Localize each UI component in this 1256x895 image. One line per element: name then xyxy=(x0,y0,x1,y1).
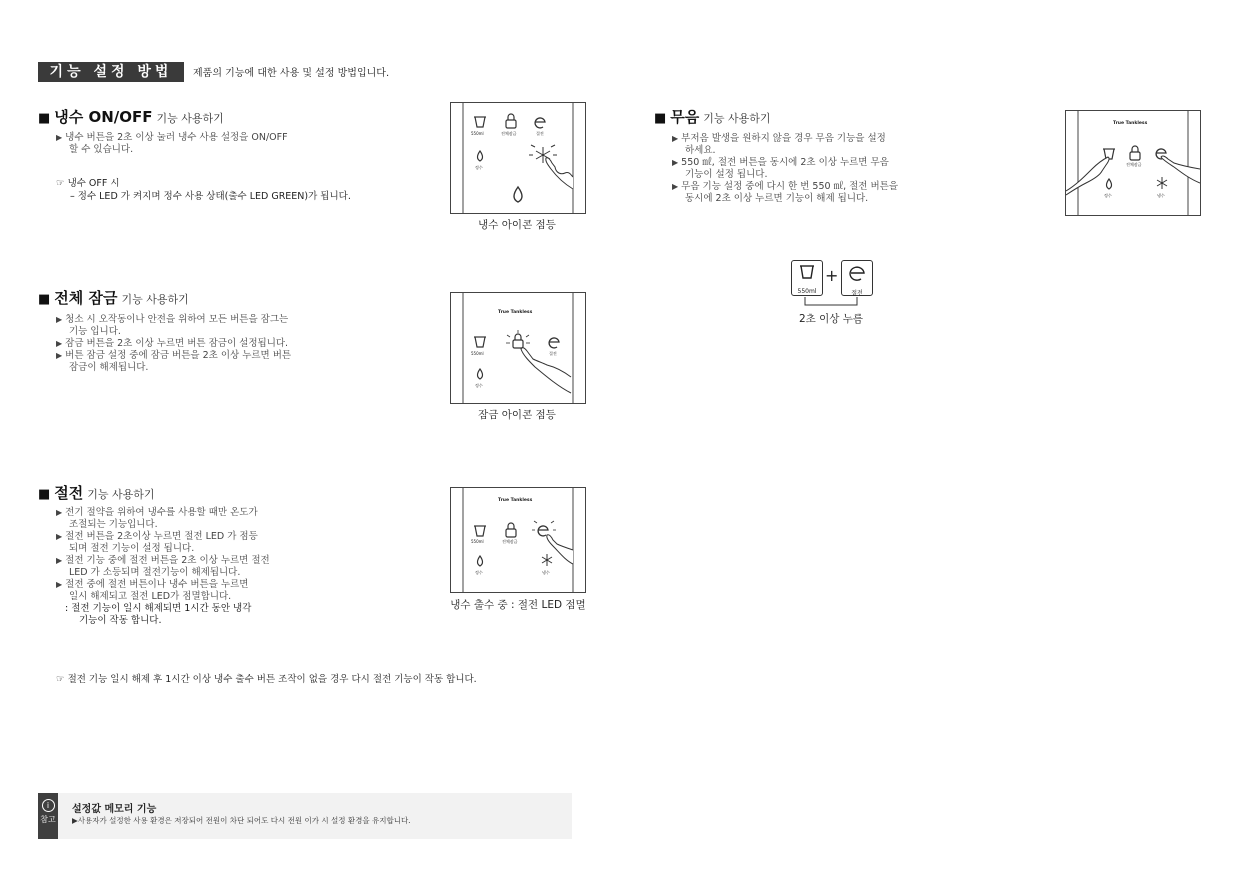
panel-label-lock: 전체잠금 xyxy=(502,539,518,544)
note-icon: ☞ xyxy=(56,674,65,685)
panel-label-lock: 전체잠금 xyxy=(1126,162,1142,167)
panel-label-cup: 550ml xyxy=(471,539,484,544)
bullet-icon: ▶ xyxy=(56,556,63,565)
note-icon: ☞ xyxy=(56,178,65,189)
square-icon: ■ xyxy=(38,487,51,502)
section-title-mute: ■ 무음 기능 사용하기 xyxy=(654,108,771,126)
bullet-item: ▶ 절전 중에 절전 버튼이나 냉수 버튼을 누르면 일시 해제되고 절전 LED가 점멸합니다. xyxy=(56,579,249,602)
info-icon: i xyxy=(42,799,55,812)
reference-badge: i 참고 xyxy=(38,793,58,839)
section-title-cold: ■ 냉수 ON/OFF 기능 사용하기 xyxy=(38,108,224,126)
bullet-icon: ▶ xyxy=(56,532,63,541)
reference-title: 설정값 메모리 기능 xyxy=(72,804,157,815)
square-icon: ■ xyxy=(38,111,51,126)
bullet-item: ▶ 잠금 버튼을 2초 이상 누르면 버튼 잠금이 설정됩니다. xyxy=(56,338,289,349)
panel-brand: True Tankless xyxy=(498,498,533,503)
page-title: 기능 설정 방법 xyxy=(38,62,184,82)
bullet-item: ▶ 절전 기능 중에 절전 버튼을 2초 이상 누르면 절전 LED 가 소등되며 절전기능이 해제됩니다. xyxy=(56,555,270,578)
bullet-icon: ▶ xyxy=(672,158,679,167)
panel-label-water: 정수 xyxy=(475,383,483,388)
save-sub-note: : 절전 기능이 일시 해제되면 1시간 동안 냉각 기능이 작동 합니다. xyxy=(65,603,252,626)
square-icon: ■ xyxy=(654,111,667,126)
bullet-icon: ▶ xyxy=(56,508,63,517)
panel-illustration-lock xyxy=(450,292,586,404)
caption-save: 냉수 출수 중 : 절전 LED 점멸 xyxy=(450,599,586,611)
panel-illustration-cold xyxy=(450,102,586,214)
bullet-item: ▶ 냉수 버튼을 2초 이상 눌러 냉수 사용 설정을 ON/OFF 할 수 있습니다. xyxy=(56,132,288,155)
panel-illustration-mute xyxy=(1065,110,1201,216)
panel-label-water: 정수 xyxy=(1104,193,1112,198)
panel-label-save: 절전 xyxy=(536,131,544,136)
combo-cup-button xyxy=(791,260,823,296)
bullet-item: ▶ 절전 버튼을 2초이상 누르면 절전 LED 가 점등 되며 절전 기능이 설정 됩니다. xyxy=(56,531,258,554)
panel-label-cold: 냉수 xyxy=(1157,193,1165,198)
bullet-icon: ▶ xyxy=(56,133,63,142)
note-cold-off: ☞ 냉수 OFF 시 – 정수 LED 가 켜지며 정수 사용 상태(출수 LED GREEN)가 됩니다. xyxy=(56,178,351,202)
bullet-item: ▶ 550 ㎖, 절전 버튼을 동시에 2초 이상 누르면 무음 기능이 설정 됩니다. xyxy=(672,157,889,180)
bullet-list-lock xyxy=(56,314,291,374)
combo-cup-label: 550ml xyxy=(797,288,817,295)
bullet-item: ▶ 전기 절약을 위하여 냉수를 사용할 때만 온도가 조절되는 기능입니다. xyxy=(56,507,258,530)
combo-plus: + xyxy=(825,266,839,285)
reference-box xyxy=(38,793,572,839)
caption-lock: 잠금 아이콘 점등 xyxy=(478,409,556,421)
bullet-item: ▶ 무음 기능 설정 중에 다시 한 번 550 ㎖, 절전 버튼을 동시에 2초 이상 누르면 기능이 해제 됩니다. xyxy=(672,181,899,204)
reference-text: ▶사용자가 설정한 사용 환경은 저장되어 전원이 차단 되어도 다시 전원 이가 시 설정 환경을 유지합니다. xyxy=(72,816,411,825)
panel-label-water: 정수 xyxy=(475,165,483,170)
panel-label-cold: 냉수 xyxy=(542,570,550,575)
bullet-icon: ▶ xyxy=(56,351,63,360)
panel-label-lock: 전체잠금 xyxy=(501,131,517,136)
panel-brand: True Tankless xyxy=(498,310,533,315)
note-save: ☞ 절전 기능 일시 해제 후 1시간 이상 냉수 출수 버튼 조작이 없을 경우 다시 절전 기능이 작동 합니다. xyxy=(56,674,477,685)
bullet-icon: ▶ xyxy=(56,580,63,589)
panel-label-water: 정수 xyxy=(475,570,483,575)
bullet-icon: ▶ xyxy=(56,339,63,348)
panel-label-save: 절전 xyxy=(549,351,557,356)
panel-brand: True Tankless xyxy=(1113,121,1148,126)
combo-save-label: 절전 xyxy=(851,290,863,297)
section-title-lock: ■ 전체 잠금 기능 사용하기 xyxy=(38,289,189,307)
combo-bracket xyxy=(804,297,858,307)
panel-label-cup: 550ml xyxy=(471,351,484,356)
square-icon: ■ xyxy=(38,292,51,307)
bullet-list-save xyxy=(56,507,270,627)
bullet-item: ▶ 청소 시 오작동이나 안전을 위하여 모든 버튼을 잠그는 기능 입니다. xyxy=(56,314,289,337)
bullet-icon: ▶ xyxy=(672,134,679,143)
bullet-icon: ▶ xyxy=(56,315,63,324)
section-title-save: ■ 절전 기능 사용하기 xyxy=(38,484,155,502)
combo-caption: 2초 이상 누름 xyxy=(798,313,864,325)
page-description: 제품의 기능에 대한 사용 및 설정 방법입니다. xyxy=(193,68,390,79)
bullet-icon: ▶ xyxy=(672,182,679,191)
panel-illustration-save xyxy=(450,487,586,593)
bullet-item: ▶ 부저음 발생을 원하지 않을 경우 무음 기능을 설정 하세요. xyxy=(672,133,886,156)
panel-label-cup: 550ml xyxy=(471,131,484,136)
bullet-item: ▶ 버튼 잠금 설정 중에 잠금 버튼을 2초 이상 누르면 버튼 잠금이 해제됩니다. xyxy=(56,350,292,373)
bullet-list-mute xyxy=(672,133,898,205)
caption-cold: 냉수 아이콘 점등 xyxy=(478,219,556,231)
combo-save-button xyxy=(841,260,873,296)
